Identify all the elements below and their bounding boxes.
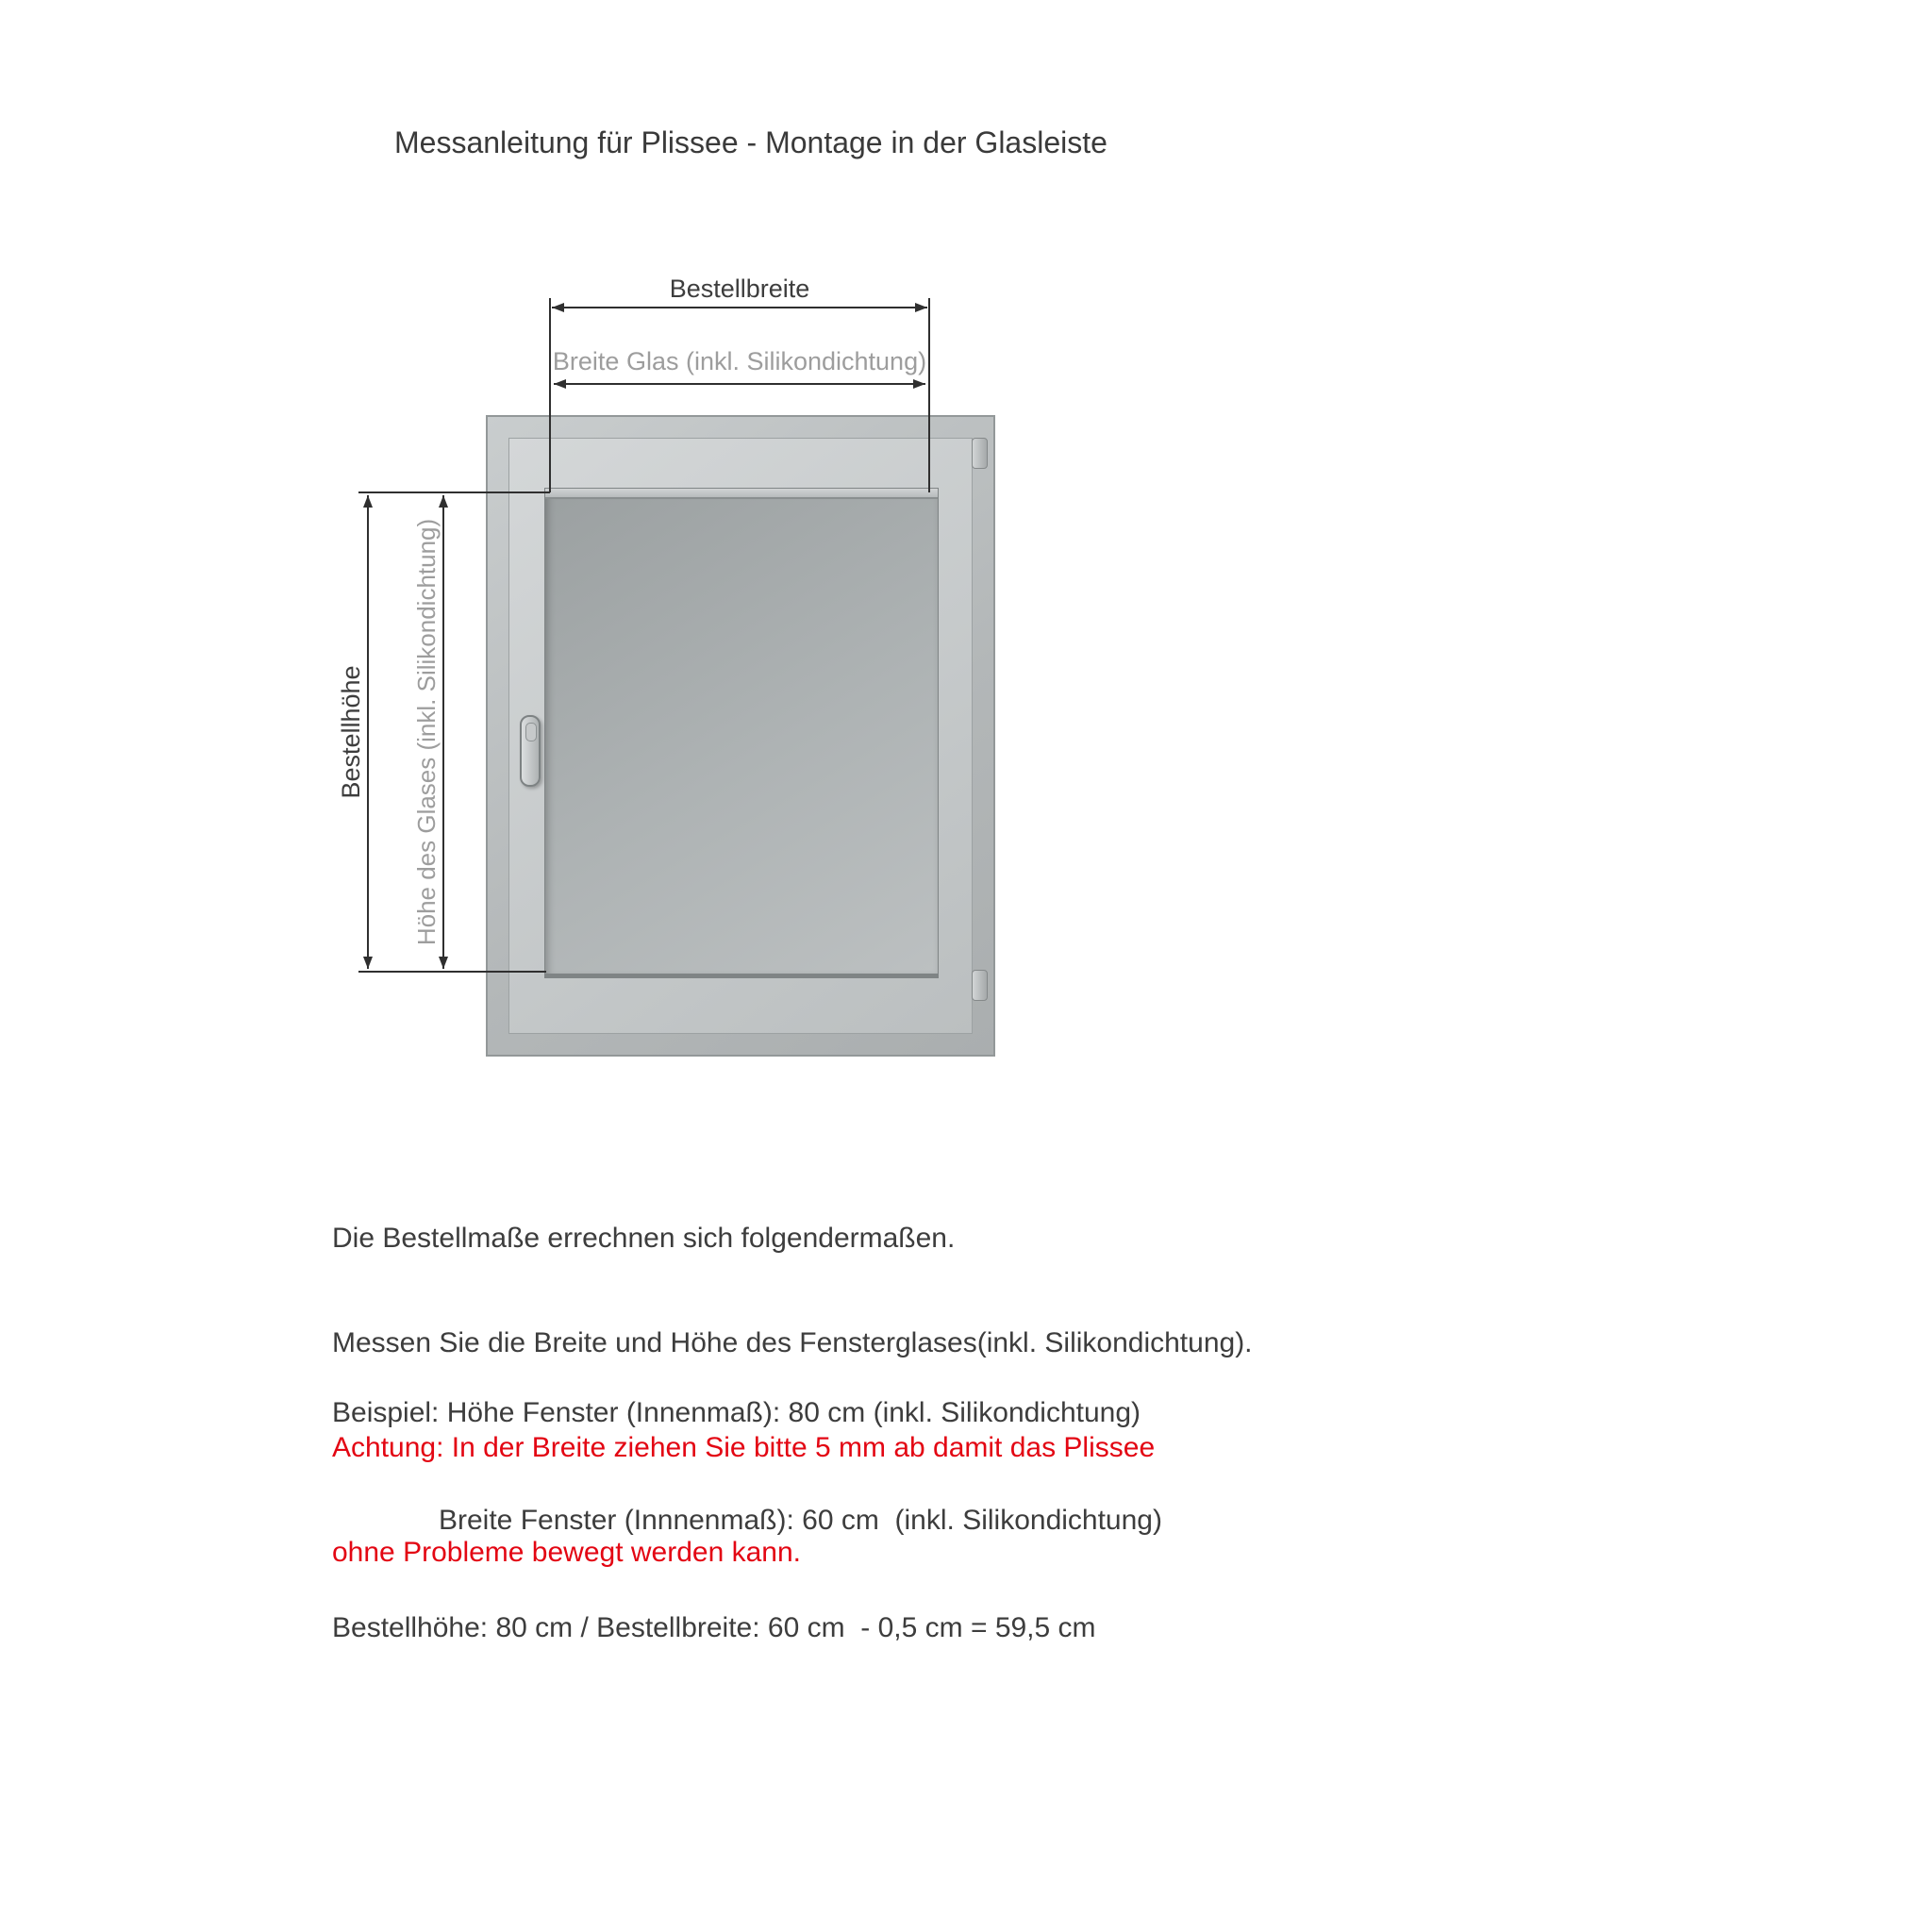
example-line: Breite Fenster (Innnenmaß): 60 cm (inkl. Silikondichtung) <box>439 1505 1162 1536</box>
window-handle <box>520 715 541 787</box>
warning-line: Achtung: In der Breite ziehen Sie bitte 5 mm ab damit das Plissee <box>332 1432 1156 1463</box>
glass-height-label: Höhe des Glases (inkl. Silikondichtung) <box>411 518 441 946</box>
hinge-top <box>972 438 988 469</box>
hinge-bottom <box>972 970 988 1001</box>
order-height-label: Bestellhöhe <box>336 665 365 799</box>
glass-width-label: Breite Glas (inkl. Silikondichtung) <box>552 347 927 375</box>
example-block <box>332 1324 1162 1682</box>
window-glass <box>544 488 939 978</box>
glass-top-rail <box>545 489 938 499</box>
example-line: Beispiel: Höhe Fenster (Innenmaß): 80 cm (inkl. Silikondichtung) <box>332 1397 1141 1428</box>
instruction-line: Die Bestellmaße errechnen sich folgendermaßen. <box>332 1223 956 1254</box>
warning-line: ohne Probleme bewegt werden kann. <box>332 1537 801 1568</box>
example-line: Bestellhöhe: 80 cm / Bestellbreite: 60 cm - 0,5 cm = 59,5 cm <box>332 1612 1096 1643</box>
page-title: Messanleitung für Plissee - Montage in der Glasleiste <box>394 125 1108 159</box>
instruction-line: Messen Sie die Breite und Höhe des Fensterglases(inkl. Silikondichtung). <box>332 1327 1253 1358</box>
window-illustration <box>486 415 995 1057</box>
order-width-label: Bestellbreite <box>669 275 810 303</box>
